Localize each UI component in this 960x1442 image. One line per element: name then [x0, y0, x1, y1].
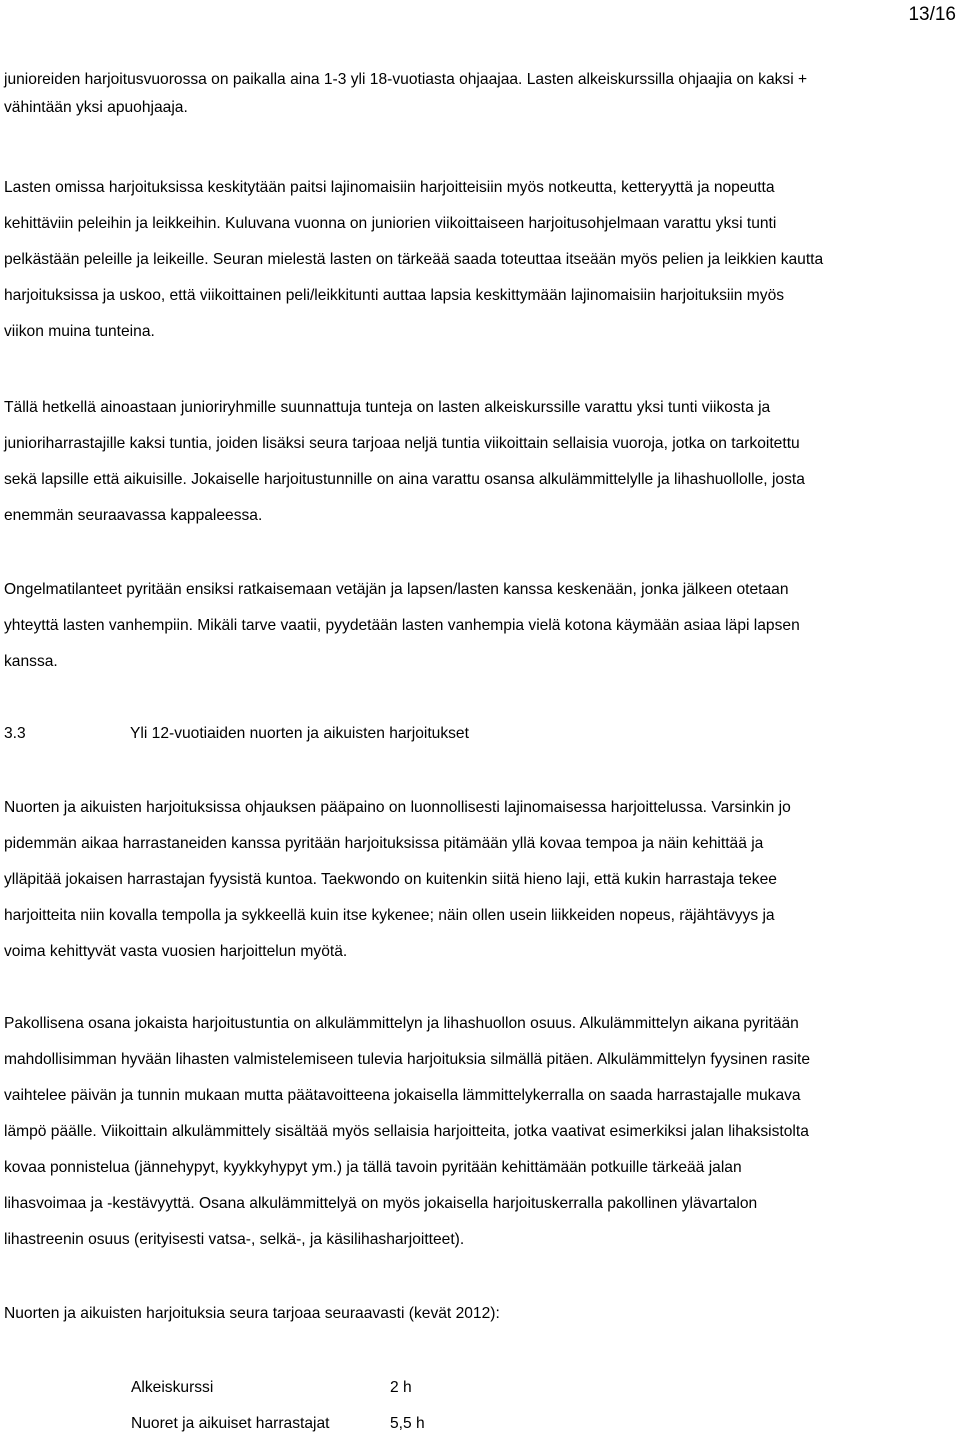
- text-line: harjoitteita niin kovalla tempolla ja sykkeellä kuin itse kykenee; näin ollen usein liikkeiden nopeus, räjähtävyys ja: [4, 907, 775, 924]
- text-line: enemmän seuraavassa kappaleessa.: [4, 507, 263, 524]
- text-line: mahdollisimman hyvään lihasten valmistelemiseen tulevia harjoituksia silmällä pitäen. Alkulämmittelyn fyysinen rasite: [4, 1051, 811, 1068]
- schedule-table: [131, 1370, 425, 1442]
- text-line: sekä lapsille että aikuisille. Jokaiselle harjoitustunnille on aina varattu osansa alkulämmittelylle ja lihashuollolle, josta: [4, 471, 805, 488]
- text-line: Nuorten ja aikuisten harjoituksia seura tarjoaa seuraavasti (kevät 2012):: [4, 1305, 500, 1322]
- paragraph-children-training: [4, 170, 956, 350]
- table-row: [131, 1370, 425, 1406]
- text-line: lämpö päälle. Viikoittain alkulämmittely sisältää myös sellaisia harjoitteita, jotka vaativat esimerkiksi jalan lihaksistolta: [4, 1123, 809, 1140]
- text-line: vähintään yksi apuohjaaja.: [4, 99, 188, 116]
- paragraph-schedule-intro: [4, 1296, 956, 1332]
- text-line: lihastreenin osuus (erityisesti vatsa-, selkä-, ja käsilihasharjoitteet).: [4, 1231, 465, 1248]
- text-line: pelkästään peleille ja leikeille. Seuran mielestä lasten on tärkeää saada toteuttaa itseään myös pelien ja leikkien kautta: [4, 251, 824, 268]
- paragraph-junior-hours: [4, 390, 956, 534]
- section-title: Yli 12-vuotiaiden nuorten ja aikuisten harjoitukset: [130, 725, 469, 742]
- paragraph-instructors: [4, 66, 956, 122]
- text-line: viikon muina tunteina.: [4, 323, 155, 340]
- text-line: Tällä hetkellä ainoastaan junioriryhmille suunnattuja tunteja on lasten alkeiskurssille varattu yksi tunti viikosta ja: [4, 399, 771, 416]
- schedule-hours: 2 h: [390, 1379, 412, 1396]
- text-line: ylläpitää jokaisen harrastajan fyysistä kuntoa. Taekwondo on kuitenkin siitä hieno laji, että kukin harrastaja tekee: [4, 871, 777, 888]
- schedule-hours: 5,5 h: [390, 1415, 425, 1432]
- text-line: kanssa.: [4, 653, 58, 670]
- text-line: kehittäviin peleihin ja leikkeihin. Kuluvana vuonna on juniorien viikoittaiseen harjoitusohjelmaan varattu yksi tunti: [4, 215, 777, 232]
- text-line: junioriharrastajille kaksi tuntia, joiden lisäksi seura tarjoaa neljä tuntia viikoittain sellaisia vuoroja, jotka on tarkoitettu: [4, 435, 800, 452]
- text-line: harjoituksissa ja uskoo, että viikoittainen peli/leikkitunti auttaa lapsia keskittymään lajinomaisiin harjoituksiin myös: [4, 287, 785, 304]
- text-line: Nuorten ja aikuisten harjoituksissa ohjauksen pääpaino on luonnollisesti lajinomaisessa harjoittelussa. Varsinkin jo: [4, 799, 791, 816]
- table-row: [131, 1406, 425, 1442]
- text-line: junioreiden harjoitusvuorossa on paikalla aina 1-3 yli 18-vuotiasta ohjaajaa. Lasten alkeiskurssilla ohjaajia on kaksi +: [4, 71, 808, 88]
- section-number: 3.3: [4, 725, 26, 742]
- text-line: lihasvoimaa ja -kestävyyttä. Osana alkulämmittelyä on myös jokaisella harjoituskerralla pakollinen ylävartalon: [4, 1195, 758, 1212]
- paragraph-problem-situations: [4, 572, 956, 680]
- text-line: vaihtelee päivän ja tunnin mukaan mutta päätavoitteena jokaisella lämmittelykerralla on saada harrastajalle mukava: [4, 1087, 801, 1104]
- paragraph-adult-guidance: [4, 790, 956, 970]
- paragraph-warmup: [4, 1006, 956, 1258]
- text-line: Ongelmatilanteet pyritään ensiksi ratkaisemaan vetäjän ja lapsen/lasten kanssa keskenään, jonka jälkeen otetaan: [4, 581, 789, 598]
- schedule-group-name: Alkeiskurssi: [131, 1379, 214, 1396]
- section-heading: [4, 716, 469, 752]
- text-line: Lasten omissa harjoituksissa keskitytään paitsi lajinomaisiin harjoitteisiin myös notkeutta, ketteryyttä ja nopeutta: [4, 179, 775, 196]
- page-number: 13/16: [908, 4, 956, 25]
- schedule-group-name: Nuoret ja aikuiset harrastajat: [131, 1415, 330, 1432]
- text-line: yhteyttä lasten vanhempiin. Mikäli tarve vaatii, pyydetään lasten vanhempia vielä kotona käymään asiaa läpi lapsen: [4, 617, 800, 634]
- text-line: kovaa ponnistelua (jännehypyt, kyykkyhypyt ym.) ja tällä tavoin pyritään kehittämään potkuille tärkeää jalan: [4, 1159, 742, 1176]
- text-line: pidemmän aikaa harrastaneiden kanssa pyritään harjoituksissa pitämään yllä kovaa tempoa ja näin kehittää ja: [4, 835, 764, 852]
- text-line: voima kehittyvät vasta vuosien harjoittelun myötä.: [4, 943, 348, 960]
- text-line: Pakollisena osana jokaista harjoitustuntia on alkulämmittelyn ja lihashuollon osuus. Alkulämmittelyn aikana pyritään: [4, 1015, 799, 1032]
